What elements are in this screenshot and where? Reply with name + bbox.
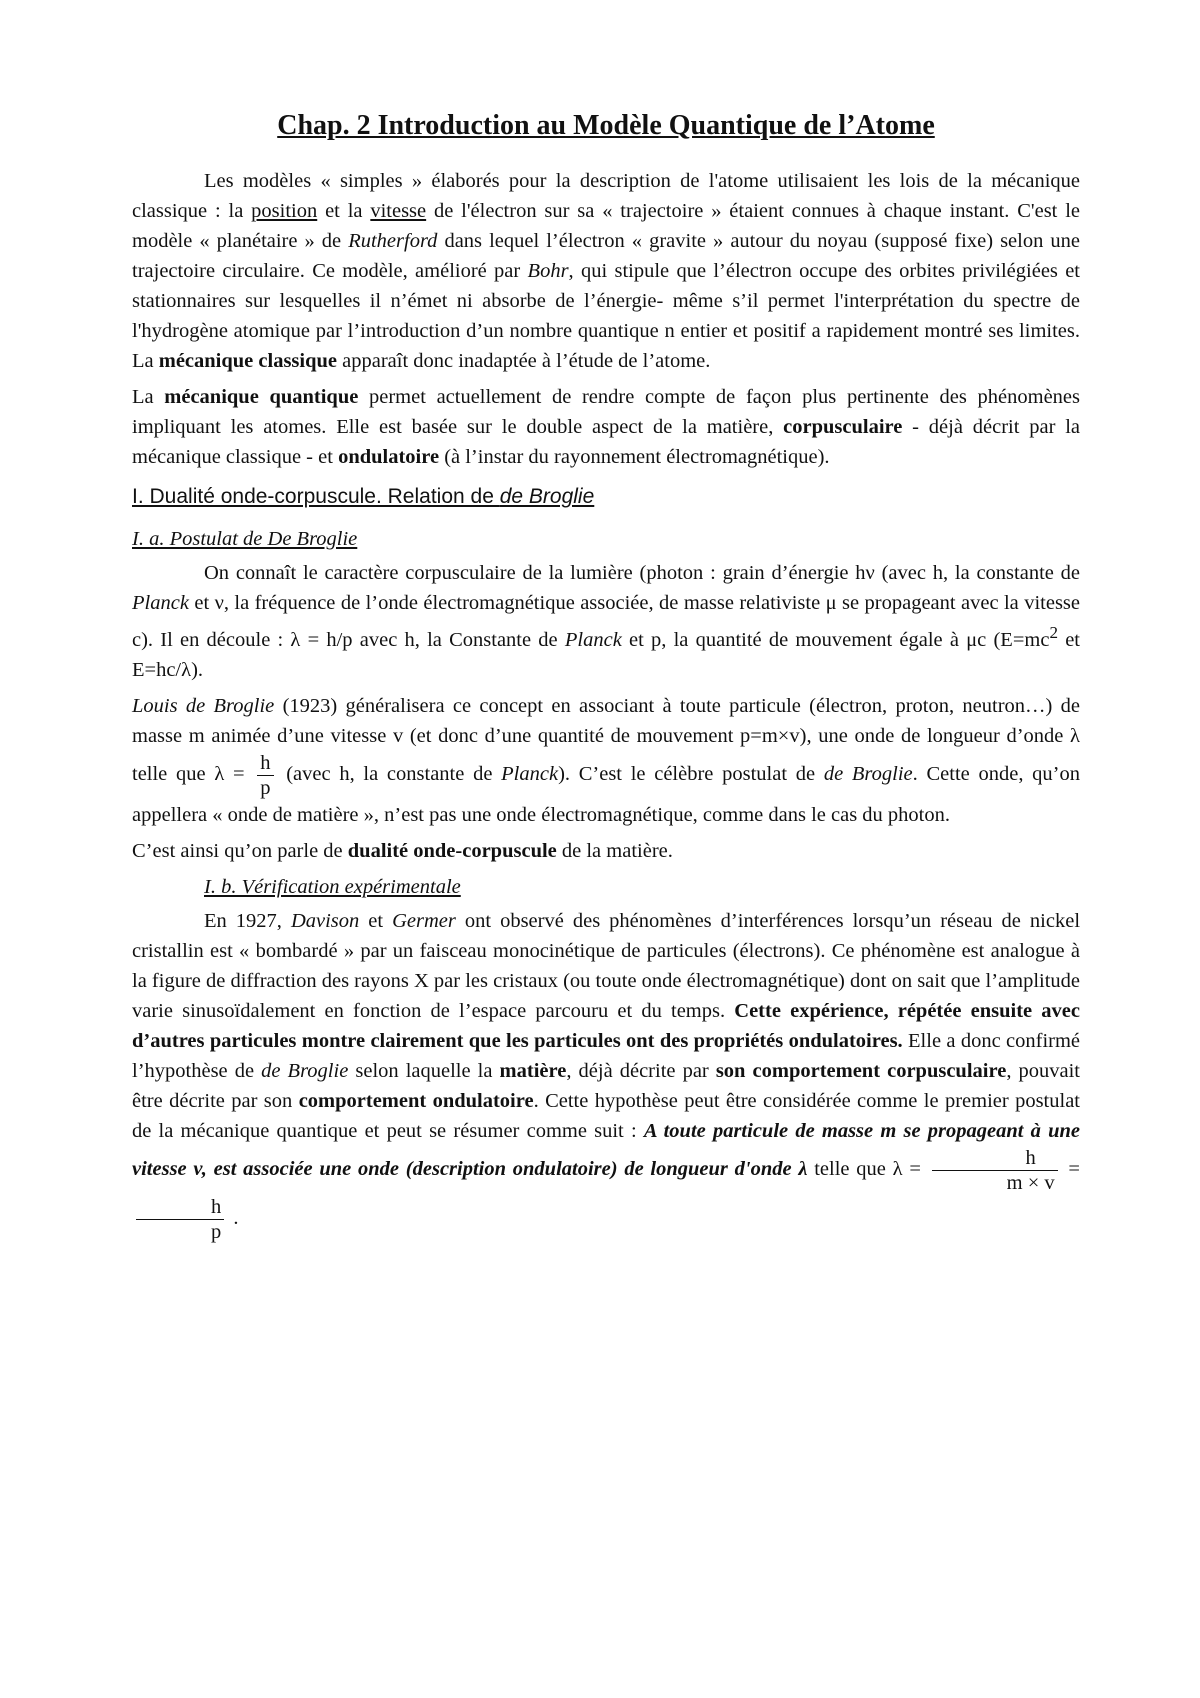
text: (1923) généralisera ce concept en associant à toute particule (électron, proton, neutron…) de masse m animée d’une vitesse v (et donc d’une quantité de mouvement p=m×v), une onde de longueur d’onde λ telle que λ = (132, 694, 1081, 786)
fraction-h-over-p (257, 751, 273, 800)
name-de-broglie: de Broglie (261, 1059, 349, 1082)
text: (à l’instar du rayonnement électromagnétique). (439, 446, 830, 468)
text: ont observé des phénomènes d’interférences lorsqu’un réseau de nickel cristallin est « bombardé » par un faisceau monocinétique de particules (électrons). Ce phénomène est analogue à la figure de diffraction des rayons X par les cristaux (ou toute onde électromagnétique) dont on sait que l’amplitude varie sinusoïdalement en fonction de l’espace parcouru et du temps. (132, 909, 1081, 1022)
underlined-term-position: position (251, 200, 318, 222)
section-heading-1 (132, 482, 1080, 512)
bold-term: mécanique classique (158, 350, 337, 372)
name-germer: Germer (392, 909, 456, 932)
text: de l'électron sur sa « trajectoire » étaient connues à chaque instant. C'est le modèle « planétaire » de (132, 200, 1080, 252)
text: Les modèles « simples » élaborés pour la description de l'atome utilisaient les lois de la mécanique classique : la (132, 170, 1080, 222)
bold-term: ondulatoire (338, 446, 440, 468)
text: , pouvait être décrite par son (132, 1059, 1080, 1112)
text: apparaît donc inadaptée à l’étude de l’atome. (337, 350, 711, 372)
bold-term: corpusculaire (783, 416, 903, 438)
underlined-term-vitesse: vitesse (370, 200, 427, 222)
paragraph-quantum-mechanics (132, 382, 1080, 472)
subsection-heading-a: I. a. Postulat de De Broglie (132, 528, 358, 550)
name-rutherford: Rutherford (348, 230, 438, 252)
text: et p, la quantité de mouvement égale à μc (E=mc (621, 628, 1050, 651)
text: I. Dualité onde-corpuscule. Relation de (132, 485, 500, 508)
subsection-heading-b: I. b. Vérification expérimentale (204, 875, 461, 898)
text: , qui stipule que l’électron occupe des orbites privilégiées et stationnaires sur lesquelles il n’émet ni absorbe de l’énergie- même s’il permet l'interprétation du spectre de l'hydrogène atomique par l’introduction d’un nombre quantique n entier et positif a rapidement montré ses limites. La (132, 260, 1080, 372)
text: telle que λ = (807, 1158, 928, 1181)
text: et E=hc/λ). (132, 628, 1080, 681)
text: , déjà décrite par (566, 1059, 716, 1082)
text: - déjà décrit par la mécanique classique - et (132, 416, 1080, 468)
text: de la matière. (556, 839, 673, 862)
text: Elle a donc confirmé l’hypothèse de (132, 1029, 1081, 1082)
bold-term: matière (499, 1059, 567, 1082)
text: . (228, 1207, 239, 1230)
text: (avec h, la constante de (277, 763, 502, 786)
fraction-h-over-mv (932, 1146, 1058, 1195)
text: et la (317, 200, 371, 222)
text: . Cette onde, qu’on appellera « onde de matière », n’est pas une onde électromagnétique, comme dans le cas du photon. (132, 763, 1080, 826)
bold-italic-statement: A toute particule de masse m se propageant à une vitesse v, est associée une onde (description ondulatoire) de longueur d'onde λ (132, 1119, 1080, 1181)
bold-term: comportement ondulatoire (298, 1089, 534, 1112)
text: On connaît le caractère corpusculaire de la lumière (photon : grain d’énergie hν (avec h, la constante de (204, 562, 1080, 584)
text: La (132, 386, 165, 408)
page-title: Chap. 2 Introduction au Modèle Quantique de l’Atome (277, 110, 935, 141)
name-davison: Davison (290, 909, 360, 932)
text: et ν, la fréquence de l’onde électromagnétique associée, de masse relativiste μ se propageant avec la vitesse c). Il en découle : λ = h/p avec h, la Constante de (132, 592, 1080, 651)
fraction-denominator: p (257, 775, 273, 800)
fraction-numerator: h (260, 751, 271, 774)
paragraph-classical-models (132, 166, 1080, 376)
name-planck: Planck (501, 763, 559, 786)
name-bohr: Bohr (527, 260, 569, 282)
paragraph-experiment (132, 906, 1080, 1244)
bold-term: mécanique quantique (164, 386, 359, 408)
text: et (359, 909, 393, 932)
paragraph-photon (132, 558, 1080, 685)
superscript: 2 (1049, 623, 1058, 642)
name-de-broglie: de Broglie (499, 485, 595, 508)
text: En 1927, (204, 909, 291, 932)
text: selon laquelle la (348, 1059, 500, 1082)
bold-term: son comportement corpusculaire (715, 1059, 1007, 1082)
text: C’est ainsi qu’on parle de (132, 839, 348, 862)
text: permet actuellement de rendre compte de façon plus pertinente des phénomènes impliquant les atomes. Elle est basée sur le double aspect de la matière, (132, 386, 1081, 438)
fraction-h-over-p (136, 1195, 224, 1244)
fraction-numerator: h (1025, 1146, 1036, 1169)
fraction-numerator: h (211, 1195, 222, 1218)
fraction-denominator: p (136, 1219, 224, 1244)
name-planck: Planck (564, 628, 622, 651)
text: ). C’est le célèbre postulat de (558, 763, 824, 786)
fraction-denominator: m × v (932, 1170, 1058, 1195)
equals-sign: = (1061, 1158, 1080, 1181)
name-planck: Planck (132, 592, 189, 614)
name-de-broglie: de Broglie (823, 763, 913, 786)
text: . Cette hypothèse peut être considérée comme le premier postulat de la mécanique quantique et peut se résumer comme suit : (132, 1089, 1080, 1142)
bold-term: dualité onde-corpuscule (347, 839, 557, 862)
paragraph-duality (132, 836, 1080, 866)
name-louis-de-broglie: Louis de Broglie (132, 694, 275, 717)
paragraph-de-broglie-postulate (132, 691, 1080, 830)
bold-statement: Cette expérience, répétée ensuite avec d’autres particules montre clairement que les particules ont des propriétés ondulatoires. (132, 999, 1080, 1052)
text: dans lequel l’électron « gravite » autour du noyau (supposé fixe) selon une trajectoire circulaire. Ce modèle, amélioré par (132, 230, 1080, 282)
